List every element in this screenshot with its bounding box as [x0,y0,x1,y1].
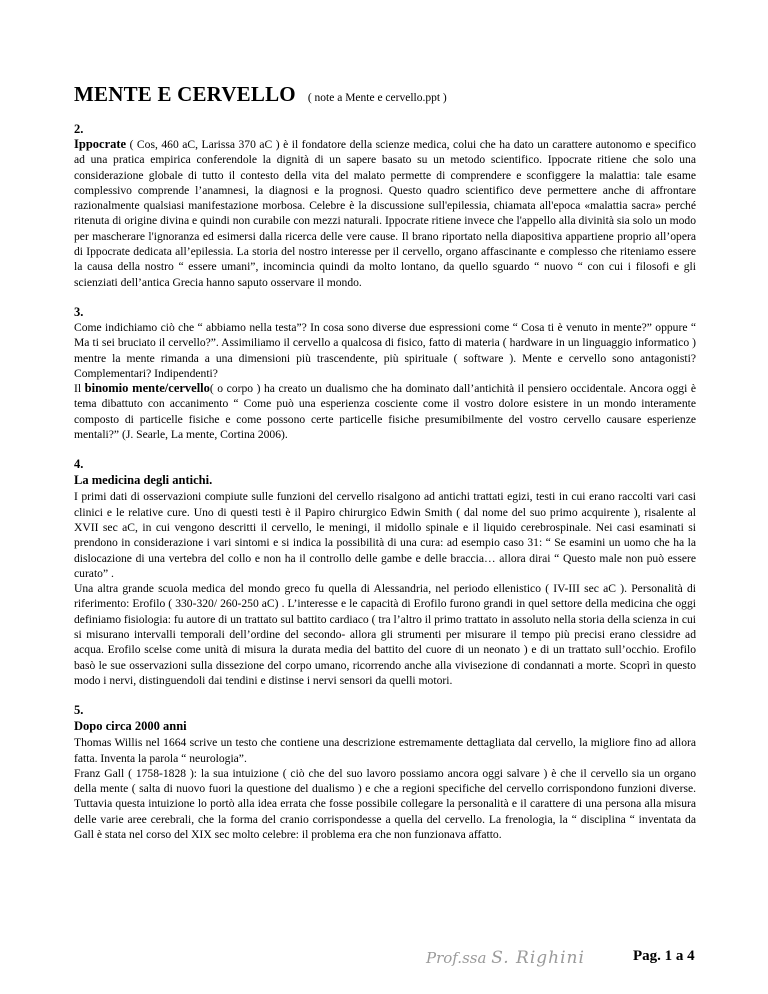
section-number: 5. [74,703,84,718]
section-paragraph [74,137,696,290]
section-paragraph [74,381,696,442]
section-paragraph: Thomas Willis nel 1664 scrive un testo che contiene una descrizione estremamente dettagliata dal cervello, la migliore fino ad allora fatta. Inventa la parola “ neurologia”. [74,736,696,765]
paragraph-text: Il [74,382,82,396]
section-paragraph: Una altra grande scuola medica del mondo greco fu quella di Alessandria, nel periodo ellenistico ( IV-III sec aC ). Personalità di riferimento: Erofilo ( 330-320/ 260-250 aC) . L’interesse e le capacità di Erofilo furono grandi in quel settore della medicina che oggi definiamo fisiologia: fu autore di un trattato sul battito cardiaco ( tra l’altro il primo trattato in assoluto nella storia della scienza in cui si misurano intervalli temporali dell’ordine del secondo- allora gli strumenti per misurare il tempo più precisi erano clessidre ad acqua. Erofilo scelse come unità di misura la durata media del battito del cuore di un neonato ) e di un trattato sull’occhio. Erofilo basò le sue osservazioni sulla dissezione del corpo umano, ricorrendo anche alla vivisezione di condannati a morte. Scoprì in questo modo i nervi, distinguendoli dai tendini e distinse i nervi sensori da quelli motori. [74,582,696,687]
document-title: MENTE E CERVELLO [74,82,296,106]
section-paragraph: I primi dati di osservazioni compiute sulle funzioni del cervello risalgono ad antichi trattati egizi, testi in cui erano raccolti vari casi clinici e le relative cure. Uno di questi testi è il Papiro chirurgico Edwin Smith ( dal nome del suo primo acquirente ), risalente al XVII sec aC, in cui vengono descritti il cervello, le meningi, il midollo spinale e il liquido cerebrospinale. Nei casi esaminati si prendono in considerazione i vari sintomi e si indica la possibilità di una cura: ad esempio caso 31: “ Se esamini un uomo che ha la dislocazione di una vertebra del collo e non ha il controllo delle gambe e delle braccia… allora dirai “ Questo male non può essere curato” . [74,490,696,580]
document-page [74,82,696,856]
signature-prefix: Prof.ssa [426,949,487,967]
document-subtitle-note: ( note a Mente e cervello.ppt ) [307,92,447,104]
section-heading: La medicina degli antichi. [74,473,213,488]
section-number: 3. [74,304,84,319]
page-number: Pag. 1 a 4 [633,948,695,964]
paragraph-text: è il fondatore della scienze medica, colui che ha dato un carattere autonomo e specifico ad una pratica empirica conferendole la dignità di un sapere basato su un metodo scientifico. Ippocrate ritiene che solo una considerazione globale di tutto il contesto della vita del malato permette di comprendere e sconfiggere la malattia: tale esame complessivo comprende l’anamnesi, la diagnosi e la prognosi. Questo quadro scientifico deve permettere anche di affrontare razionalmente qualsiasi manifestazione morbosa. Celebre è la discussione sull'epilessia, chiamata all'epoca «malattia sacra» perché ritenuta di origine divina e quindi non curabile con mezzi naturali. Ippocrate ritiene invece che l'appello alla divinità sia solo un modo per mascherare l'ignoranza ed esimersi dalla ricerca delle vere cause. Il brano riportato nella diapositiva appartiene proprio all’opera di Ippocrate dedicata all’epilessia. La storia del nostro interesse per il cervello, organo affascinante e complesso che riteniamo essere la causa della nostro “ essere umani”, incomincia quindi da molto lontano, da quello sguardo “ nuovo “ con cui i filosofi e gli scienziati dell’antica Grecia hanno saputo osservare il mondo. [74,138,696,289]
section-number: 4. [74,457,84,472]
section-lead-term: Ippocrate [74,137,127,151]
footer-signature [426,948,585,968]
section-4 [74,456,696,688]
paragraph-text: ( o corpo ) ha creato un dualismo che ha dominato dall’antichità il pensiero occidentale. Ancora oggi è tema dibattuto con accanimento “ Come può una esperienza cosciente come il vostro dolore esistere in un mondo interamente composto di particelle fisiche e come possono certe particelle fisiche presumibilmente del vostro cervello causare esperienze mentali?” (J. Searle, La mente, Cortina 2006). [74,382,696,442]
section-3 [74,304,696,442]
dates-annotation: ( Cos, 460 aC, Larissa 370 aC ) [129,138,280,151]
document-header [74,82,696,107]
section-2 [74,121,696,290]
signature-name: S. Righini [491,948,585,968]
section-heading: Dopo circa 2000 anni [74,719,187,734]
section-paragraph: Come indichiamo ciò che “ abbiamo nella testa”? In cosa sono diverse due espressioni come “ Cosa ti è venuto in mente?” oppure “ Ma ti sei bruciato il cervello?”. Assimiliamo il cervello a qualcosa di fisico, fatto di materia ( hardware in un linguaggio informatico ) mentre la mente rimanda a una dimensioni più trascendente, più spirituale ( software ). Mente e cervello sono antagonisti? Complementari? Indipendenti? [74,320,696,380]
bold-term: binomio mente/cervello [84,381,210,396]
section-5 [74,702,696,842]
section-paragraph: Franz Gall ( 1758-1828 ): la sua intuizione ( ciò che del suo lavoro possiamo ancora oggi salvare ) è che il cervello sia un organo della mente ( salta di nuovo fuori la questione del dualismo ) e che a regioni specifiche del cervello corrispondono funzioni diverse. Tuttavia questa intuizione lo portò alla idea errata che fosse possibile collegare la personalità e il carattere di una persona alla misura delle varie aree cerebrali, che la forma del cranio corrispondesse a quella del cervello. La frenologia, la “ disciplina “ inventata da Gall è stata nel corso del XIX sec molto celebre: il problema era che non funzionava affatto. [74,766,696,841]
section-number: 2. [74,122,84,136]
